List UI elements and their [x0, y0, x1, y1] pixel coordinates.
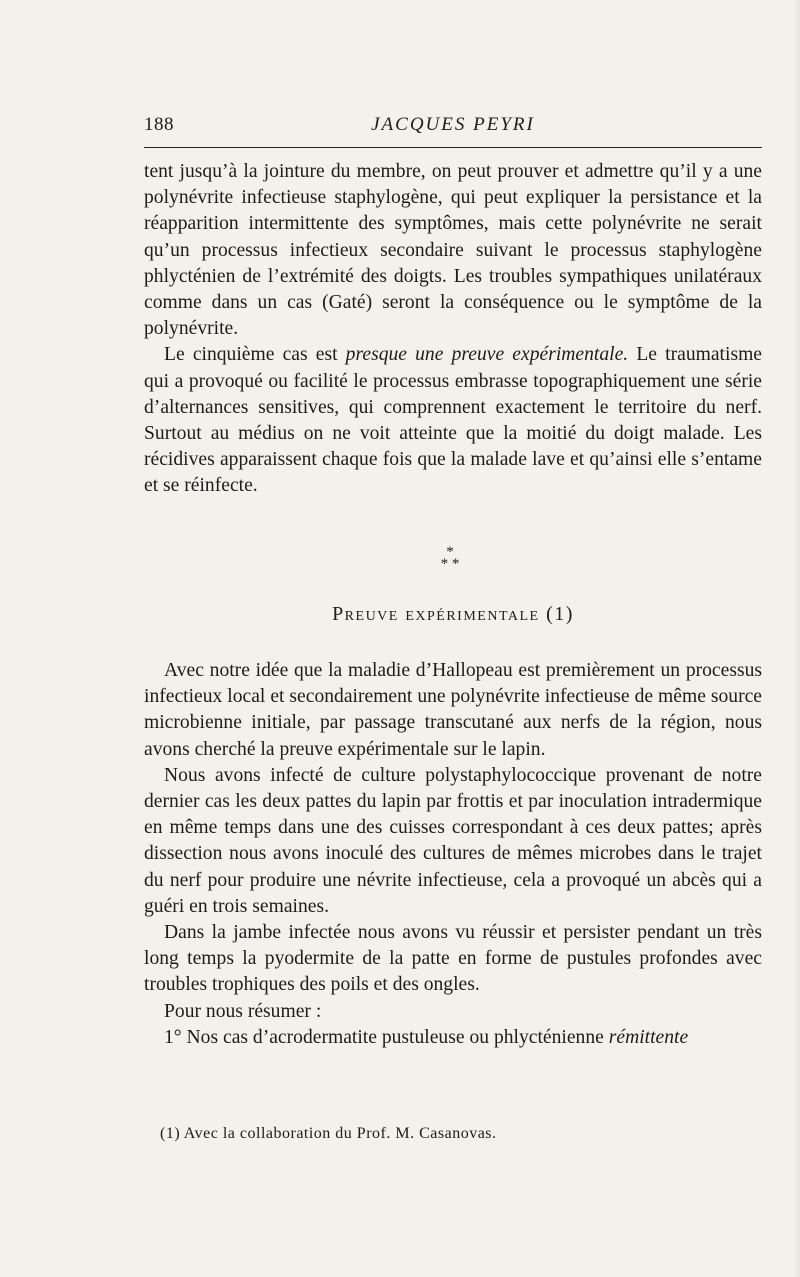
text-run: 1° Nos cas d’acrodermatite pustuleuse ou phlycténienne — [164, 1026, 609, 1048]
paragraph: Pour nous résumer : — [164, 1000, 322, 1022]
footnote: (1) Avec la collaboration du Prof. M. Casanovas. — [160, 1125, 497, 1142]
page-number: 188 — [144, 114, 174, 135]
page-header — [144, 114, 762, 144]
text-run: Le cinquième cas est — [164, 344, 346, 366]
page-edge-shadow — [794, 0, 800, 1277]
body-text-upper — [144, 159, 762, 500]
body-text-lower — [144, 658, 762, 1051]
asterism — [420, 546, 480, 576]
text-run: Le traumatisme qui a provoqué ou facilité le processus embrasse topographiquement une série d’alternances sensitives, qui comprennent exactement le territoire du nerf. Surtout au médius on ne voit atteinte que la moitié du doigt malade. Les récidives apparaissent chaque fois que la malade lave et qu’ainsi elle s’entame et se réinfecte. — [144, 344, 763, 497]
italic-word: rémittente — [608, 1026, 689, 1048]
paragraph: tent jusqu’à la jointure du membre, on peut prouver et admettre qu’il y a une polynévrite infectieuse staphylogène, qui peut expliquer la persistance et la réapparition intermittente des symptômes, mais cette polynévrite ne serait qu’un processus infectieux secondaire suivant le processus staphylogène phlycténien de l’extrémité des doigts. Les troubles sympathiques unilatéraux comme dans un cas (Gaté) seront la conséquence ou le symptôme de la polynévrite. — [144, 161, 762, 340]
header-rule — [144, 147, 762, 148]
paragraph: Avec notre idée que la maladie d’Hallopeau est premièrement un processus infectieux local et secondairement une polynévrite infectieuse de même source microbienne initiale, par passage transcutané aux nerfs de la région, nous avons cherché la preuve expérimentale sur le lapin. — [144, 660, 762, 760]
section-heading: Preuve expérimentale (1) — [332, 603, 574, 625]
paragraph — [144, 342, 762, 499]
paragraph — [144, 1025, 762, 1051]
paragraph: Nous avons infecté de culture polystaphylococcique provenant de notre dernier cas les deux pattes du lapin par frottis et par inoculation intradermique en même temps dans une des cuisses correspondant à ces deux pattes; après dissection nous avons inoculé des cultures de mêmes microbes dans le trajet du nerf pour produire une névrite infectieuse, cela a provoqué un abcès qui a guéri en trois semaines. — [144, 764, 762, 917]
paragraph: Dans la jambe infectée nous avons vu réussir et persister pendant un très long temps la pyodermite de la patte en forme de pustules profondes avec troubles trophiques des poils et des ongles. — [144, 922, 762, 996]
asterism-top: * — [446, 544, 454, 560]
running-title: JACQUES PEYRI — [371, 114, 535, 135]
asterism-bottom: * * — [440, 556, 460, 572]
italic-phrase: presque une preuve expérimentale. — [345, 344, 629, 366]
